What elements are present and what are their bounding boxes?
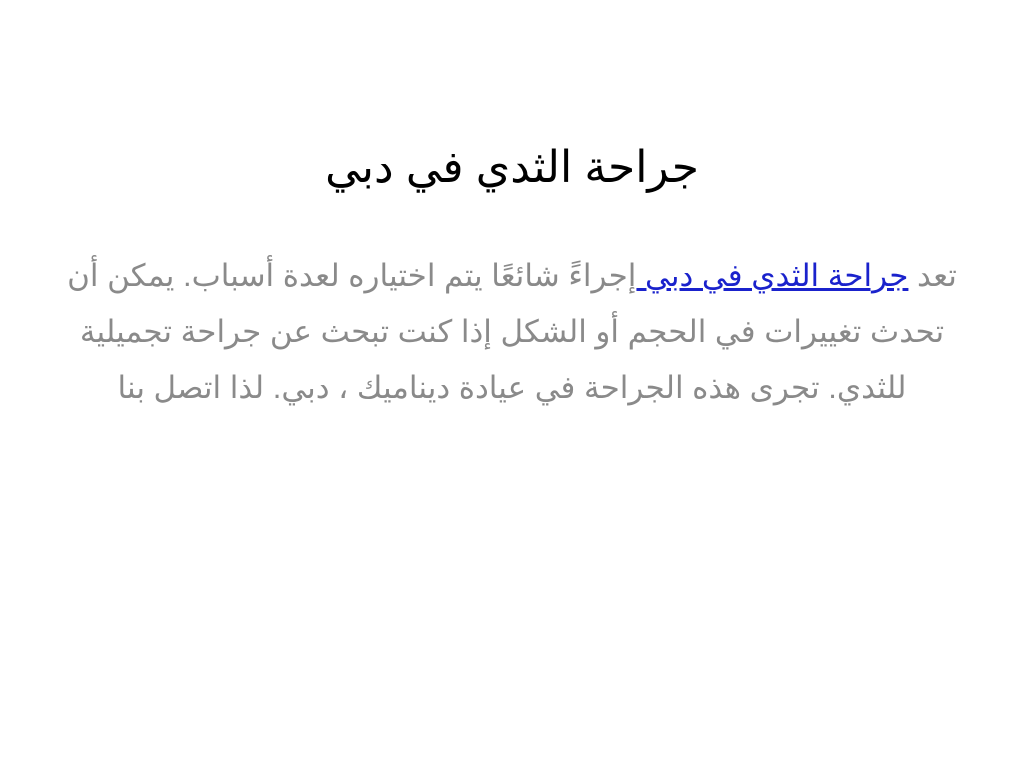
body-suffix-text: إجراءً شائعًا يتم اختياره لعدة أسباب. يمكن أن تحدث تغييرات في الحجم أو الشكل إذا كنت تبحث عن جراحة تجميلية للثدي. تجرى هذه الجراحة في عيادة ديناميك ، دبي. لذا اتصل بنا	[67, 258, 945, 405]
slide-title: جراحة الثدي في دبي	[325, 143, 699, 192]
slide-body-paragraph	[60, 248, 964, 416]
body-prefix-text: تعد	[908, 258, 957, 293]
breast-surgery-dubai-link[interactable]: جراحة الثدي في دبي	[636, 258, 909, 293]
